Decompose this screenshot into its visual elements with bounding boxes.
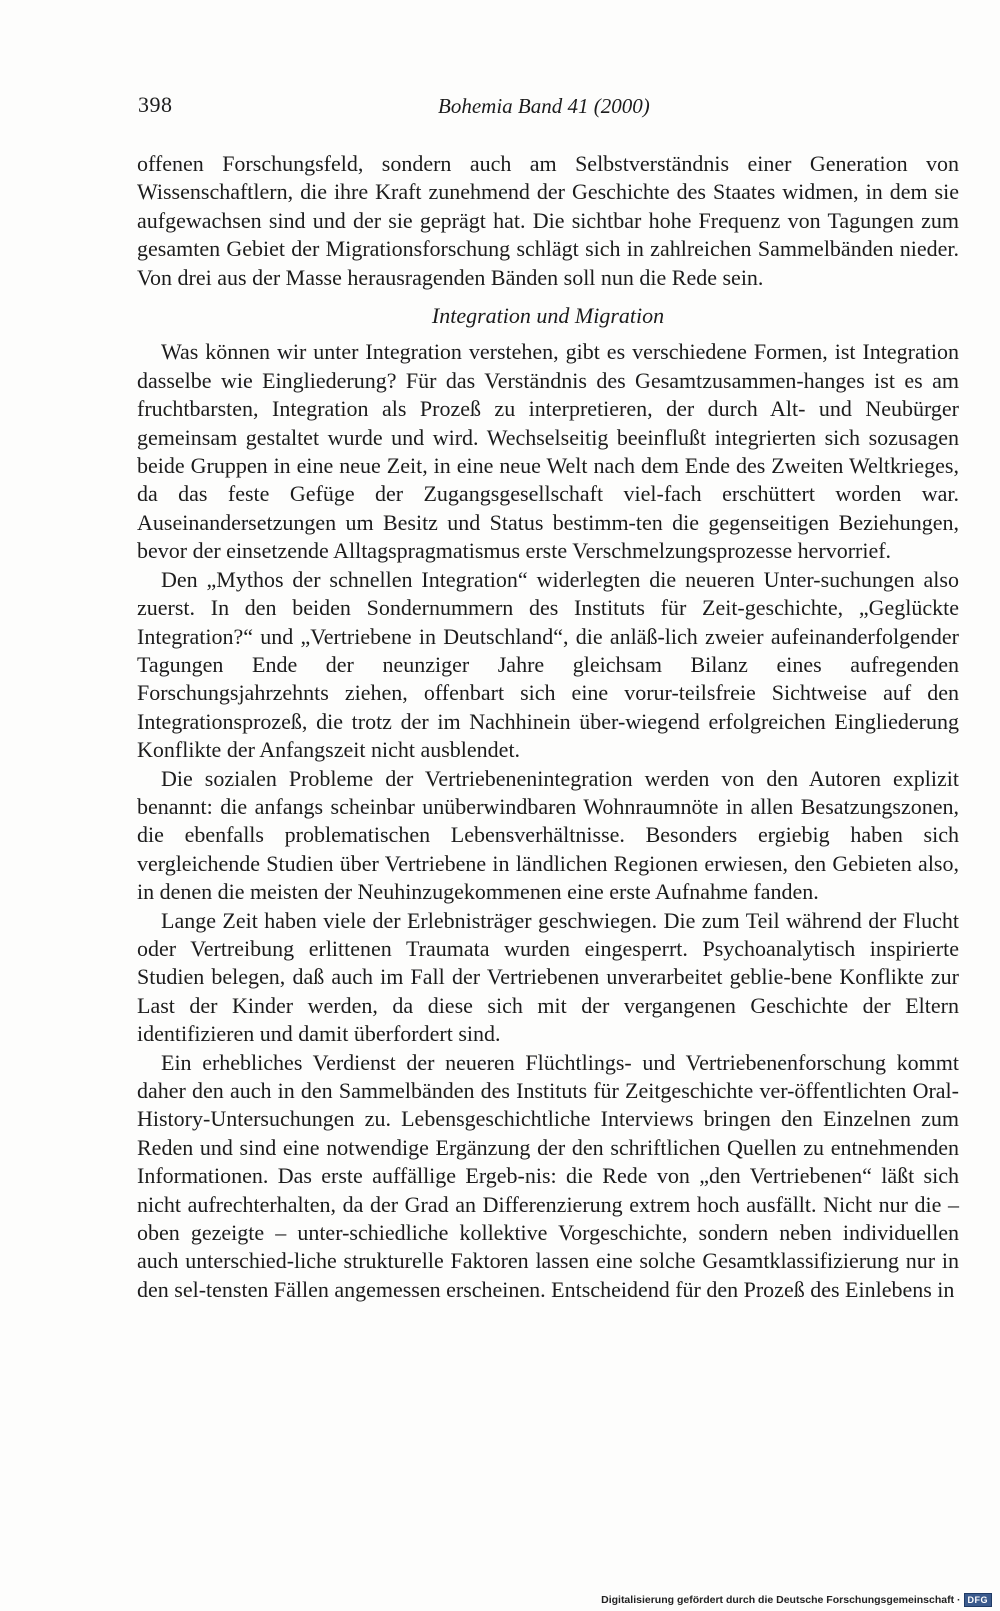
running-title: Bohemia Band 41 (2000)	[438, 94, 650, 118]
credit-text: Digitalisierung gefördert durch die Deutsche Forschungsgemeinschaft ·	[601, 1594, 961, 1606]
paragraph-5: Ein erhebliches Verdienst der neueren Flüchtlings- und Vertriebenenforschung kommt daher den auch in den Sammelbänden des Instituts für Zeitgeschichte ver-öffentlichten Oral-History-Untersuchungen zu. Lebensgeschichtliche Interviews bringen den Einzelnen zum Reden und sind eine notwendige Ergänzung der den schriftlichen Quellen zu entnehmenden Informationen. Das erste auffällige Ergeb-nis: die Rede von „den Vertriebenen“ läßt sich nicht aufrechterhalten, da der Grad an Differenzierung extrem hoch ausfällt. Nicht nur die – oben gezeigte – unter-schiedliche kollektive Vorgeschichte, sondern neben individuellen auch unterschied-liche strukturelle Faktoren lassen eine solche Gesamtklassifizierung nur in den sel-tensten Fällen angemessen erscheinen. Entscheidend für den Prozeß des Einlebens in	[137, 1049, 959, 1302]
body-text	[137, 150, 959, 1304]
paragraph-intro: offenen Forschungsfeld, sondern auch am Selbstverständnis einer Generation von Wissenschaftlern, die ihre Kraft zunehmend der Geschichte des Staates widmen, in dem sie aufgewachsen sind und der sie geprägt hat. Die sichtbar hohe Frequenz von Tagungen zum gesamten Gebiet der Migrationsforschung schlägt sich in zahlreichen Sammelbänden nieder. Von drei aus der Masse herausragenden Bänden soll nun die Rede sein.	[137, 151, 959, 290]
page-header	[138, 92, 958, 128]
paragraph-1: Was können wir unter Integration verstehen, gibt es verschiedene Formen, ist Integration dasselbe wie Eingliederung? Für das Verständnis des Gesamtzusammen-hanges ist es am fruchtbarsten, Integration als Prozeß zu interpretieren, der durch Alt- und Neubürger gemeinsam gestaltet wurde und wird. Wechselseitig beeinflußt integrierten sich sozusagen beide Gruppen in eine neue Zeit, in eine neue Welt nach dem Ende des Zweiten Weltkrieges, da das feste Gefüge der Zugangsgesellschaft viel-fach erschüttert worden war. Auseinandersetzungen um Besitz und Status bestimm-ten die gegenseitigen Beziehungen, bevor der einsetzende Alltagspragmatismus erste Verschmelzungsprozesse hervorrief.	[137, 339, 959, 564]
dfg-logo-icon: DFG	[964, 1593, 993, 1607]
paragraph-3: Die sozialen Probleme der Vertriebenenintegration werden von den Autoren explizit benannt: die anfangs scheinbar unüberwindbaren Wohnraumnöte in allen Besatzungszonen, die ebenfalls problematischen Lebensverhältnisse. Besonders ergiebig haben sich vergleichende Studien über Vertriebene in ländlichen Regionen erwiesen, den Gebieten also, in denen die meisten der Neuhinzugekommenen eine erste Aufnahme fanden.	[137, 765, 959, 905]
paragraph-4: Lange Zeit haben viele der Erlebnisträger geschwiegen. Die zum Teil während der Flucht oder Vertreibung erlittenen Traumata wurden eingesperrt. Psychoanalytisch inspirierte Studien belegen, daß auch im Fall der Vertriebenen unverarbeitet geblie-bene Konflikte zur Last der Kinder werden, da diese sich mit der vergangenen Geschichte der Eltern identifizieren und damit überfordert sind.	[137, 907, 959, 1047]
page-number: 398	[138, 92, 173, 117]
paragraph-2: Den „Mythos der schnellen Integration“ widerlegten die neueren Unter-suchungen also zuerst. In den beiden Sondernummern des Instituts für Zeit-geschichte, „Geglückte Integration?“ und „Vertriebene in Deutschland“, die anläß-lich zweier aufeinanderfolgender Tagungen Ende der neunziger Jahre gleichsam Bilanz eines aufregenden Forschungsjahrzehnts ziehen, offenbart sich eine vorur-teilsfreie Sichtweise auf den Integrationsprozeß, die trotz der im Nachhinein über-wiegend erfolgreichen Eingliederung Konflikte der Anfangszeit nicht ausblendet.	[137, 566, 959, 763]
section-heading: Integration und Migration	[431, 303, 665, 329]
digitization-credit	[601, 1593, 992, 1607]
